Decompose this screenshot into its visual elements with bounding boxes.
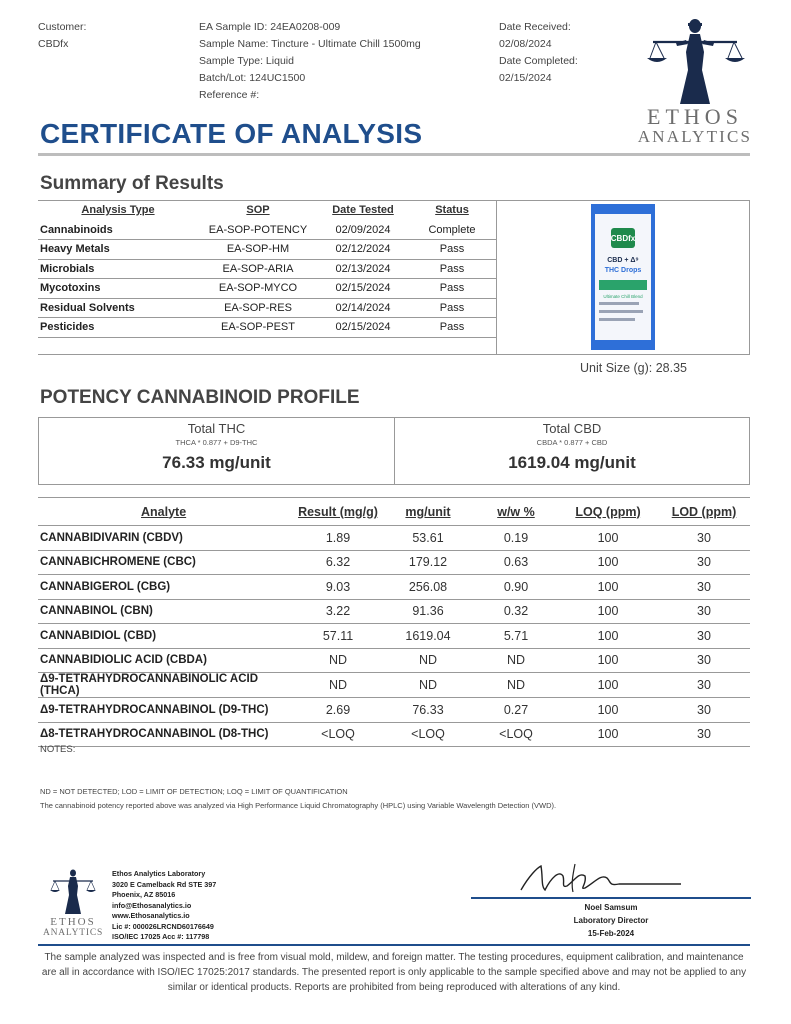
analyte-row (38, 575, 750, 600)
sample-type: Sample Type: Liquid (199, 55, 294, 67)
analyte-cell-mg-unit: 76.33 (382, 698, 474, 723)
analyte-row (38, 599, 750, 624)
analyte-cell-analyte: CANNABIDIVARIN (CBDV) (38, 526, 294, 551)
analyte-cell-loq: 100 (558, 673, 658, 698)
footer-logo-ethos: ETHOS (50, 916, 96, 928)
signer-block (471, 901, 751, 940)
summary-cell-date: 02/14/2024 (318, 298, 408, 318)
summary-heading: Summary of Results (40, 173, 224, 194)
analyte-cell-analyte: Δ9-TETRAHYDROCANNABINOLIC ACID (THCA) (38, 673, 294, 698)
signature-line (471, 897, 751, 899)
analyte-cell-result: 57.11 (294, 624, 382, 649)
footer-divider (38, 944, 750, 946)
summary-cell-date: 02/15/2024 (318, 318, 408, 338)
summary-table (38, 200, 496, 357)
analyte-cell-loq: 100 (558, 722, 658, 747)
page-title: CERTIFICATE OF ANALYSIS (40, 118, 423, 149)
sample-id: EA Sample ID: 24EA0208-009 (199, 21, 341, 33)
signer-title: Laboratory Director (573, 916, 649, 925)
col-loq: LOQ (ppm) (558, 498, 658, 526)
analyte-rows (38, 526, 750, 747)
product-image (587, 204, 659, 350)
customer-label: Customer: (38, 21, 87, 33)
analyte-cell-analyte: CANNABINOL (CBN) (38, 599, 294, 624)
logo-word-analytics: ANALYTICS (637, 127, 753, 146)
summary-cell-sop: EA-SOP-HM (198, 240, 318, 260)
summary-cell-sop: EA-SOP-MYCO (198, 279, 318, 299)
footer-logo-analytics: ANALYTICS (42, 928, 104, 938)
analyte-cell-loq: 100 (558, 698, 658, 723)
analyte-cell-result: ND (294, 673, 382, 698)
analyte-cell-ww: 0.19 (474, 526, 558, 551)
summary-cell-status: Pass (408, 259, 496, 279)
sample-name: Sample Name: Tincture - Ultimate Chill 1500mg (199, 38, 421, 50)
analyte-cell-lod: 30 (658, 698, 750, 723)
col-analysis-type: Analysis Type (81, 204, 155, 216)
summary-row (38, 220, 496, 240)
summary-cell-date: 02/12/2024 (318, 240, 408, 260)
lab-info (112, 869, 216, 943)
analyte-cell-mg-unit: 179.12 (382, 550, 474, 575)
notes-label: NOTES: (40, 744, 76, 755)
summary-row (38, 279, 496, 299)
col-sop: SOP (246, 204, 270, 216)
analyte-cell-mg-unit: ND (382, 648, 474, 673)
analyte-table (38, 497, 750, 747)
analyte-cell-loq: 100 (558, 526, 658, 551)
lady-justice-icon (620, 12, 770, 107)
lab-iso: ISO/IEC 17025 Acc #: 117798 (112, 932, 210, 941)
analyte-cell-lod: 30 (658, 550, 750, 575)
col-result: Result (mg/g) (294, 498, 382, 526)
analyte-cell-analyte: CANNABIGEROL (CBG) (38, 575, 294, 600)
footer-logo (38, 866, 108, 942)
customer-value: CBDfx (38, 38, 69, 50)
lab-name: Ethos Analytics Laboratory (112, 869, 206, 878)
product-box-icon (587, 204, 659, 350)
analyte-cell-lod: 30 (658, 575, 750, 600)
analyte-cell-result: 3.22 (294, 599, 382, 624)
analyte-cell-ww: 0.27 (474, 698, 558, 723)
analyte-cell-mg-unit: <LOQ (382, 722, 474, 747)
summary-cell-status: Complete (408, 220, 496, 240)
logo-word-ethos: ETHOS (647, 104, 743, 129)
summary-cell-status: Pass (408, 298, 496, 318)
total-thc-panel (39, 418, 394, 484)
summary-cell-type: Cannabinoids (38, 220, 198, 240)
analyte-cell-mg-unit: ND (382, 673, 474, 698)
summary-cell-sop: EA-SOP-POTENCY (198, 220, 318, 240)
disclaimer: The sample analyzed was inspected and is free from visual mold, mildew, and foreign matter. The testing procedures, equipment calibration, and maintenance are all in accordance with ISO/IEC 17025:2017 standards. The presented report is only applicable to the sample specified above and may not be applied to any similar or identical products. Reports are prohibited from being reproduced with alterations of any kind. (41, 952, 747, 993)
analyte-cell-lod: 30 (658, 648, 750, 673)
analyte-cell-result: <LOQ (294, 722, 382, 747)
product-line3: Ultimate Chill Blend (603, 294, 643, 299)
analyte-cell-ww: 5.71 (474, 624, 558, 649)
analyte-row (38, 550, 750, 575)
col-analyte: Analyte (38, 498, 294, 526)
analyte-cell-analyte: CANNABIDIOLIC ACID (CBDA) (38, 648, 294, 673)
title-divider (38, 153, 750, 156)
total-cbd-value: 1619.04 mg/unit (508, 453, 636, 472)
analyte-cell-analyte: Δ8-TETRAHYDROCANNABINOL (D8-THC) (38, 722, 294, 747)
date-received-label: Date Received: (499, 21, 571, 33)
col-lod: LOD (ppm) (658, 498, 750, 526)
summary-cell-sop: EA-SOP-ARIA (198, 259, 318, 279)
summary-row (38, 298, 496, 318)
totals-box (38, 417, 750, 485)
reference: Reference #: (199, 89, 260, 101)
summary-cell-type: Mycotoxins (38, 279, 198, 299)
col-date-tested: Date Tested (332, 204, 394, 216)
total-thc-value: 76.33 mg/unit (162, 453, 271, 472)
analyte-cell-result: 2.69 (294, 698, 382, 723)
summary-cell-date: 02/09/2024 (318, 220, 408, 240)
total-thc-formula: THCA * 0.877 + D9-THC (175, 438, 258, 447)
product-line1: CBD + Δ⁹ (607, 257, 639, 264)
product-brand: CBDfx (610, 234, 636, 243)
signature (515, 856, 685, 898)
analyte-cell-loq: 100 (558, 599, 658, 624)
analyte-cell-lod: 30 (658, 599, 750, 624)
analyte-cell-ww: ND (474, 648, 558, 673)
summary-cell-status: Pass (408, 240, 496, 260)
analyte-row (38, 722, 750, 747)
summary-rows (38, 220, 496, 357)
signature-icon (515, 856, 685, 898)
date-received: 02/08/2024 (499, 38, 552, 50)
ethos-logo (620, 12, 770, 152)
analyte-row (38, 698, 750, 723)
analyte-cell-analyte: CANNABICHROMENE (CBC) (38, 550, 294, 575)
total-cbd-formula: CBDA * 0.877 + CBD (536, 438, 608, 447)
unit-size: Unit Size (g): 28.35 (580, 361, 687, 375)
lab-website: www.Ethosanalytics.io (112, 911, 190, 920)
lab-address1: 3020 E Camelback Rd STE 397 (112, 879, 217, 889)
analyte-cell-lod: 30 (658, 722, 750, 747)
col-mg-unit: mg/unit (382, 498, 474, 526)
summary-row (38, 318, 496, 338)
summary-row (38, 259, 496, 279)
analyte-cell-lod: 30 (658, 624, 750, 649)
summary-cell-date: 02/13/2024 (318, 259, 408, 279)
lady-justice-small-icon (38, 866, 108, 916)
summary-cell-empty (318, 337, 408, 357)
sign-date: 15-Feb-2024 (587, 929, 635, 938)
legend-method: The cannabinoid potency reported above was analyzed via High Performance Liquid Chromatography (HPLC) using Variable Wavelength Detection (VWD). (40, 801, 557, 810)
summary-cell-empty (198, 337, 318, 357)
analyte-cell-result: 6.32 (294, 550, 382, 575)
analyte-cell-ww: 0.32 (474, 599, 558, 624)
analyte-cell-loq: 100 (558, 624, 658, 649)
total-cbd-panel (394, 418, 749, 484)
analyte-cell-loq: 100 (558, 550, 658, 575)
summary-cell-type: Microbials (38, 259, 198, 279)
analyte-cell-lod: 30 (658, 673, 750, 698)
dates-block (499, 19, 578, 87)
analyte-cell-result: ND (294, 648, 382, 673)
analyte-cell-ww: 0.90 (474, 575, 558, 600)
summary-cell-status: Pass (408, 318, 496, 338)
total-thc-name: Total THC (187, 421, 246, 436)
analyte-row (38, 648, 750, 673)
analyte-cell-mg-unit: 1619.04 (382, 624, 474, 649)
batch-lot: Batch/Lot: 124UC1500 (199, 72, 306, 84)
summary-cell-empty (408, 337, 496, 357)
summary-cell-type: Heavy Metals (38, 240, 198, 260)
date-completed: 02/15/2024 (499, 72, 552, 84)
summary-cell-empty (38, 337, 198, 357)
summary-cell-sop: EA-SOP-PEST (198, 318, 318, 338)
summary-cell-type: Residual Solvents (38, 298, 198, 318)
summary-row (38, 240, 496, 260)
analyte-cell-mg-unit: 91.36 (382, 599, 474, 624)
analyte-cell-ww: ND (474, 673, 558, 698)
analyte-row (38, 624, 750, 649)
summary-cell-status: Pass (408, 279, 496, 299)
customer-block (38, 19, 86, 53)
date-completed-label: Date Completed: (499, 55, 578, 67)
total-cbd-name: Total CBD (542, 421, 602, 436)
signer-name: Noel Samsum (584, 903, 638, 912)
analyte-cell-analyte: CANNABIDIOL (CBD) (38, 624, 294, 649)
lab-license: Lic #: 000026LRCND60176649 (112, 921, 214, 931)
analyte-cell-lod: 30 (658, 526, 750, 551)
analyte-row (38, 673, 750, 698)
analyte-cell-ww: 0.63 (474, 550, 558, 575)
analyte-cell-mg-unit: 53.61 (382, 526, 474, 551)
col-status: Status (435, 204, 469, 216)
summary-cell-date: 02/15/2024 (318, 279, 408, 299)
sample-info-block (199, 19, 421, 104)
col-ww: w/w % (474, 498, 558, 526)
summary-cell-sop: EA-SOP-RES (198, 298, 318, 318)
analyte-cell-loq: 100 (558, 575, 658, 600)
analyte-row (38, 526, 750, 551)
lab-address2: Phoenix, AZ 85016 (112, 890, 176, 899)
analyte-cell-loq: 100 (558, 648, 658, 673)
product-line2: THC Drops (604, 267, 642, 274)
lab-email: info@Ethosanalytics.io (112, 900, 192, 910)
analyte-cell-analyte: Δ9-TETRAHYDROCANNABINOL (D9-THC) (38, 698, 294, 723)
analyte-cell-result: 1.89 (294, 526, 382, 551)
analyte-cell-ww: <LOQ (474, 722, 558, 747)
summary-row-empty (38, 337, 496, 357)
legend-block (40, 786, 556, 812)
potency-heading: POTENCY CANNABINOID PROFILE (40, 387, 360, 408)
analyte-cell-mg-unit: 256.08 (382, 575, 474, 600)
analyte-cell-result: 9.03 (294, 575, 382, 600)
summary-cell-type: Pesticides (38, 318, 198, 338)
legend-abbreviations: ND = NOT DETECTED; LOD = LIMIT OF DETECTION; LOQ = LIMIT OF QUANTIFICATION (40, 787, 348, 796)
